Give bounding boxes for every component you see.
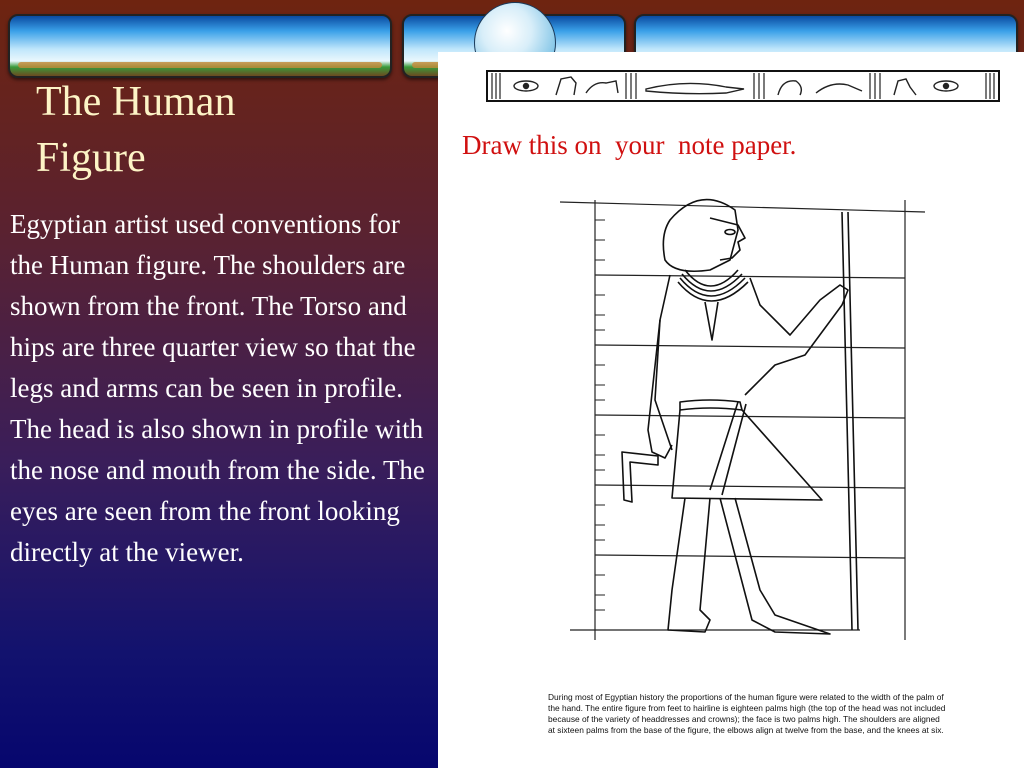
staff — [842, 212, 858, 630]
belt — [680, 400, 742, 410]
slide-title — [36, 74, 235, 186]
header-banner-left — [8, 14, 392, 78]
slide-title-line-1: The Human — [36, 79, 236, 125]
hieroglyph-frieze — [486, 69, 1000, 103]
pendant — [705, 302, 718, 340]
wig — [663, 200, 738, 272]
torso — [655, 275, 848, 450]
egyptian-figure-grid-drawing — [560, 190, 930, 645]
worksheet-caption: During most of Egyptian history the proportions of the human figure were related to the width of the palm of the hand. The entire figure from feet to hairline is eighteen palms high (the top of the head was not included because of the variety of headdresses and crowns); the face is two palms high. The shoulders are aligned at sixteen palms from the base of the figure, the elbows align at twelve from the base, and the knees at six. — [548, 692, 946, 735]
back-leg — [668, 498, 710, 632]
worksheet-instruction: Draw this on your note paper. — [462, 130, 797, 160]
front-leg — [720, 498, 830, 634]
hand-object — [622, 452, 658, 502]
collar — [678, 270, 748, 301]
slide-body-text: Egyptian artist used conventions for the Human figure. The shoulders are shown from the front. The Torso and hips are three quarter view so that the legs and arms can be seen in profile. The head is also shown in profile with the nose and mouth from the side. The eyes are seen from the front looking directly at the viewer. — [10, 209, 425, 567]
eye — [725, 230, 735, 235]
face — [710, 218, 745, 260]
slide-title-line-2: Figure — [36, 135, 146, 181]
